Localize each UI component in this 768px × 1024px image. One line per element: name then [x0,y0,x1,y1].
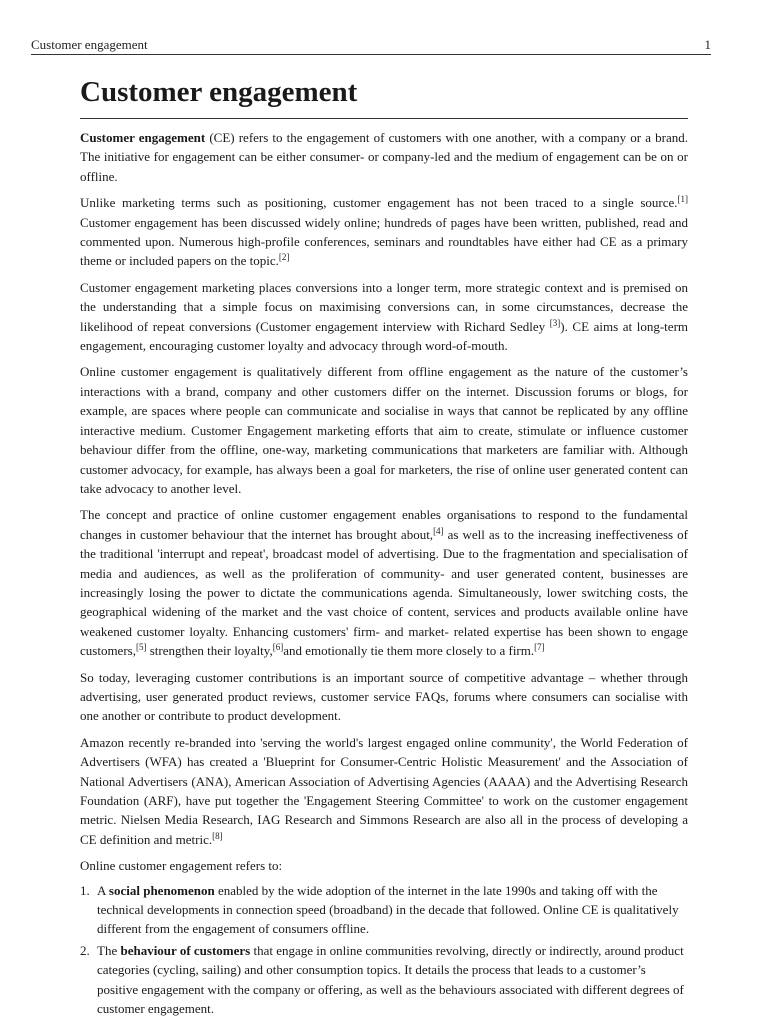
reference-link[interactable]: [4] [433,525,444,536]
header-rule [31,54,711,55]
list-term: social phenomenon [108,882,215,898]
page-number: 1 [704,37,711,52]
list-number: 2. [80,942,90,958]
term-customer-engagement: Customer engagement [80,130,206,145]
paragraph-online-vs-offline: Online customer engagement is qualitatively different from offline engagement as the nature of the customer’s interactions with a brand, company and other customers differ on the internet. Discussion forums or blogs, for example, are spaces where people can communicate and socialise in ways that cannot be replicated by any offline interactive medium. Customer Engagement marketing efforts that aim to create, stimulate or influence customer behaviour differ from the offline, one-way, marketing communications that marketers are familiar with. Although customer advocacy, for example, has always been a goal for marketers, the rise of online user generated content can take advocacy to another level. [80,364,688,496]
reference-link[interactable]: [6] [272,642,284,653]
paragraph-origins [80,193,688,271]
running-title: Customer engagement [31,37,148,52]
list-text: that engage in online communities revolving, directly or indirectly, around product categories (cycling, sailing) and other consumption topics. It details the process that leads to a customer’s positive engagement with the company or offering, as well as the behaviours associated with different degrees of customer engagement. [97,942,684,1017]
reference-link[interactable]: [7] [534,642,545,653]
paragraph-text: Amazon recently re-branded into 'serving the world's largest engaged online community', the World Federation of Advertisers (WFA) has created a 'Blueprint for Consumer-Centric Holistic Measurement' and the Association of National Advertisers (ANA), American Association of Advertising Agencies (AAAA) and the Advertising Research Foundation (ARF), have put together the 'Engagement Steering Committee' to work on the customer engagement metric. Nielsen Media Research, IAG Research and Simmons Research are also all in the process of developing a CE definition and metric. [80,734,688,847]
list-number: 1. [80,882,90,898]
list-term: behaviour of customers [120,942,251,958]
paragraph-industry [80,733,688,849]
paragraph-text: The concept and practice of online customer engagement enables organisations to respond to the fundamental changes in customer behaviour that the internet has brought about, [80,507,688,542]
paragraph-text: Customer engagement has been discussed widely online; hundreds of pages have been written, published, read and commented upon. Numerous high-profile conferences, seminars and roundtables have either had CE as a primary theme or included papers on the topic. [80,214,688,269]
paragraph-text: (CE) refers to the engagement of customers with one another, with a company or a brand. The initiative for engagement can be either consumer- or company-led and the medium of engagement can be on or offline. [80,130,688,184]
paragraph-text: ). CE aims at long-term engagement, encouraging customer loyalty and advocacy through word-of-mouth. [80,318,689,354]
reference-link[interactable]: [8] [212,830,223,841]
reference-link[interactable]: [1] [677,194,688,205]
paragraph-text: strengthen their loyalty, [146,643,273,659]
list-text: The [97,942,121,958]
list-text: A [97,882,109,898]
article-title: Customer engagement [80,72,688,119]
paragraph-text: as well as to the increasing ineffectiveness of the traditional 'interrupt and repeat', broadcast model of advertising. Due to the fragmentation and specialisation of media and audiences, as well as the proliferation of community- and user generated content, businesses are increasingly losing the power to dictate the communications agenda. Simultaneously, lower switching costs, the geographical widening of the market and the vast choice of content, services and products available online have weakened customer loyalty. Enhancing customers' firm- and market- related expertise has been shown to engage customers, [80,526,688,659]
paragraph-text: and emotionally tie them more closely to a firm. [283,643,535,659]
paragraph-list-intro: Online customer engagement refers to: [80,858,283,874]
paragraph-competitive-advantage: So today, leveraging customer contributions is an important source of competitive advantage – whether through advertising, user generated product reviews, customer service FAQs, forums where consumers can socialise with one another or contribute to product development. [80,669,688,724]
paragraph-text: Unlike marketing terms such as positioning, customer engagement has not been traced to a single source. [80,195,678,211]
paragraph-marketing [80,278,688,356]
paragraph-intro [80,128,688,186]
reference-link[interactable]: [5] [135,642,147,653]
paragraph-text: Customer engagement marketing places conversions into a longer term, more strategic context and is premised on the understanding that a simple focus on maximising conversions can, in some circumstances, decrease the likelihood of repeat conversions (Customer engagement interview with Richard Sedley [80,279,688,334]
reference-link[interactable]: [2] [278,252,290,263]
paragraph-concept [80,505,688,660]
definition-list [80,881,688,1019]
reference-link[interactable]: [3] [549,317,561,328]
list-item [80,881,688,939]
list-text: enabled by the wide adoption of the internet in the late 1990s and taking off with the technical developments in connection speed (broadband) in the decade that followed. Online CE is qualitatively different from the engagement of consumers offline. [97,882,679,937]
article-body [80,72,688,1020]
list-item [80,941,688,1019]
